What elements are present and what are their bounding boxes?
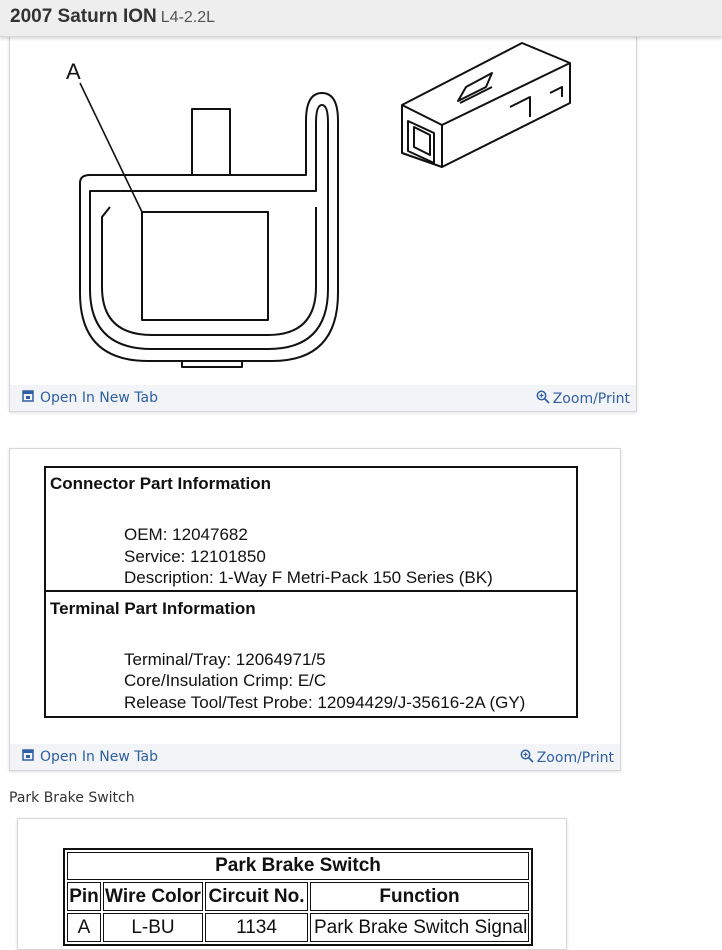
cell-wire-color: L-BU <box>103 913 203 942</box>
part-info-table <box>44 466 578 718</box>
pin-table-card <box>17 818 567 950</box>
connector-inner-outline <box>90 105 328 349</box>
zoom-magnifier-icon <box>536 390 550 408</box>
open-in-new-tab-link[interactable] <box>22 749 158 765</box>
page-title <box>10 6 215 28</box>
pin-table-header-row <box>67 882 529 911</box>
terminal-tray: Terminal/Tray: 12064971/5 <box>124 650 326 669</box>
header-wire-color: Wire Color <box>103 882 203 911</box>
open-in-new-tab-link[interactable] <box>22 390 158 406</box>
connector-iso-outline <box>402 43 570 167</box>
connector-latch <box>192 109 230 175</box>
zoom-print-label: Zoom/Print <box>536 750 614 766</box>
connector-service: Service: 12101850 <box>124 547 266 566</box>
cell-function: Park Brake Switch Signal <box>310 913 529 942</box>
section-heading: Park Brake Switch <box>9 790 135 806</box>
header-pin: Pin <box>67 882 101 911</box>
vehicle-title: 2007 Saturn ION <box>10 6 157 27</box>
zoom-print-link[interactable] <box>520 749 614 767</box>
card-footer <box>10 385 636 411</box>
open-in-new-tab-label: Open In New Tab <box>40 749 158 765</box>
connector-inner-lip <box>102 207 316 335</box>
open-new-tab-icon <box>22 749 34 765</box>
header-function: Function <box>310 882 529 911</box>
zoom-print-link[interactable] <box>536 390 630 408</box>
zoom-magnifier-icon <box>520 749 534 767</box>
pin-table <box>63 848 533 946</box>
connector-diagram <box>10 31 636 385</box>
connector-part-info-title: Connector Part Information <box>50 474 272 493</box>
terminal-part-info-title: Terminal Part Information <box>50 599 256 618</box>
connector-diagram-card <box>9 30 637 412</box>
card-footer <box>10 744 620 770</box>
section-divider <box>46 590 576 592</box>
open-new-tab-icon <box>22 390 34 406</box>
connector-description: Description: 1-Way F Metri-Pack 150 Series (BK) <box>124 568 493 587</box>
terminal-crimp: Core/Insulation Crimp: E/C <box>124 671 327 690</box>
part-info-card <box>9 448 621 771</box>
connector-oem: OEM: 12047682 <box>124 525 248 544</box>
header-circuit-no: Circuit No. <box>205 882 308 911</box>
callout-label-a: A <box>66 59 81 84</box>
terminal-cavity-a <box>142 212 268 320</box>
cell-pin: A <box>67 913 101 942</box>
open-in-new-tab-label: Open In New Tab <box>40 390 158 406</box>
terminal-release-tool: Release Tool/Test Probe: 12094429/J-35616-2A (GY) <box>124 693 526 712</box>
zoom-print-label: Zoom/Print <box>552 391 630 407</box>
page-header <box>0 0 722 37</box>
table-row <box>67 913 529 942</box>
engine-subtitle: L4-2.2L <box>160 9 216 26</box>
pin-table-title: Park Brake Switch <box>67 852 529 880</box>
cell-circuit: 1134 <box>205 913 308 942</box>
